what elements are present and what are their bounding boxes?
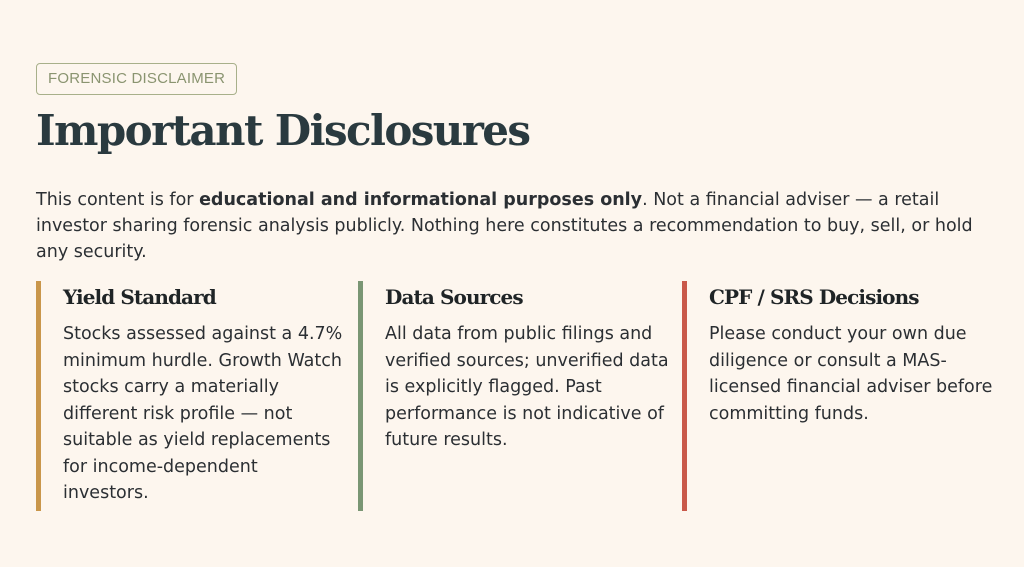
- disclosure-columns: [36, 281, 996, 511]
- column-data-sources: [358, 281, 669, 511]
- column-title: CPF / SRS Decisions: [709, 285, 919, 309]
- intro-lead: This content is for: [36, 190, 200, 210]
- column-title: Data Sources: [385, 285, 523, 309]
- intro-emphasis: educational and informational purposes only: [199, 190, 643, 210]
- column-cpf-srs-decisions: [682, 281, 993, 511]
- intro-rest: . Not a financial adviser — a retail investor sharing forensic analysis publicly. Nothing here constitutes a recommendation to buy, sell, or hold any security.: [36, 190, 973, 262]
- section-tag: FORENSIC DISCLAIMER: [36, 63, 237, 95]
- disclosure-section: [36, 63, 996, 503]
- intro-paragraph: [36, 187, 986, 265]
- column-text: Stocks assessed against a 4.7% minimum hurdle. Growth Watch stocks carry a materially different risk profile — not suitable as yield replacements for income-dependent investors.: [63, 324, 343, 503]
- page-title: Important Disclosures: [36, 106, 530, 155]
- column-yield-standard: [36, 281, 343, 511]
- column-text: All data from public filings and verified sources; unverified data is explicitly flagged. Past performance is not indicative of future results.: [385, 324, 669, 450]
- column-title: Yield Standard: [63, 285, 216, 309]
- column-text: Please conduct your own due diligence or consult a MAS-licensed financial adviser before committing funds.: [709, 324, 993, 424]
